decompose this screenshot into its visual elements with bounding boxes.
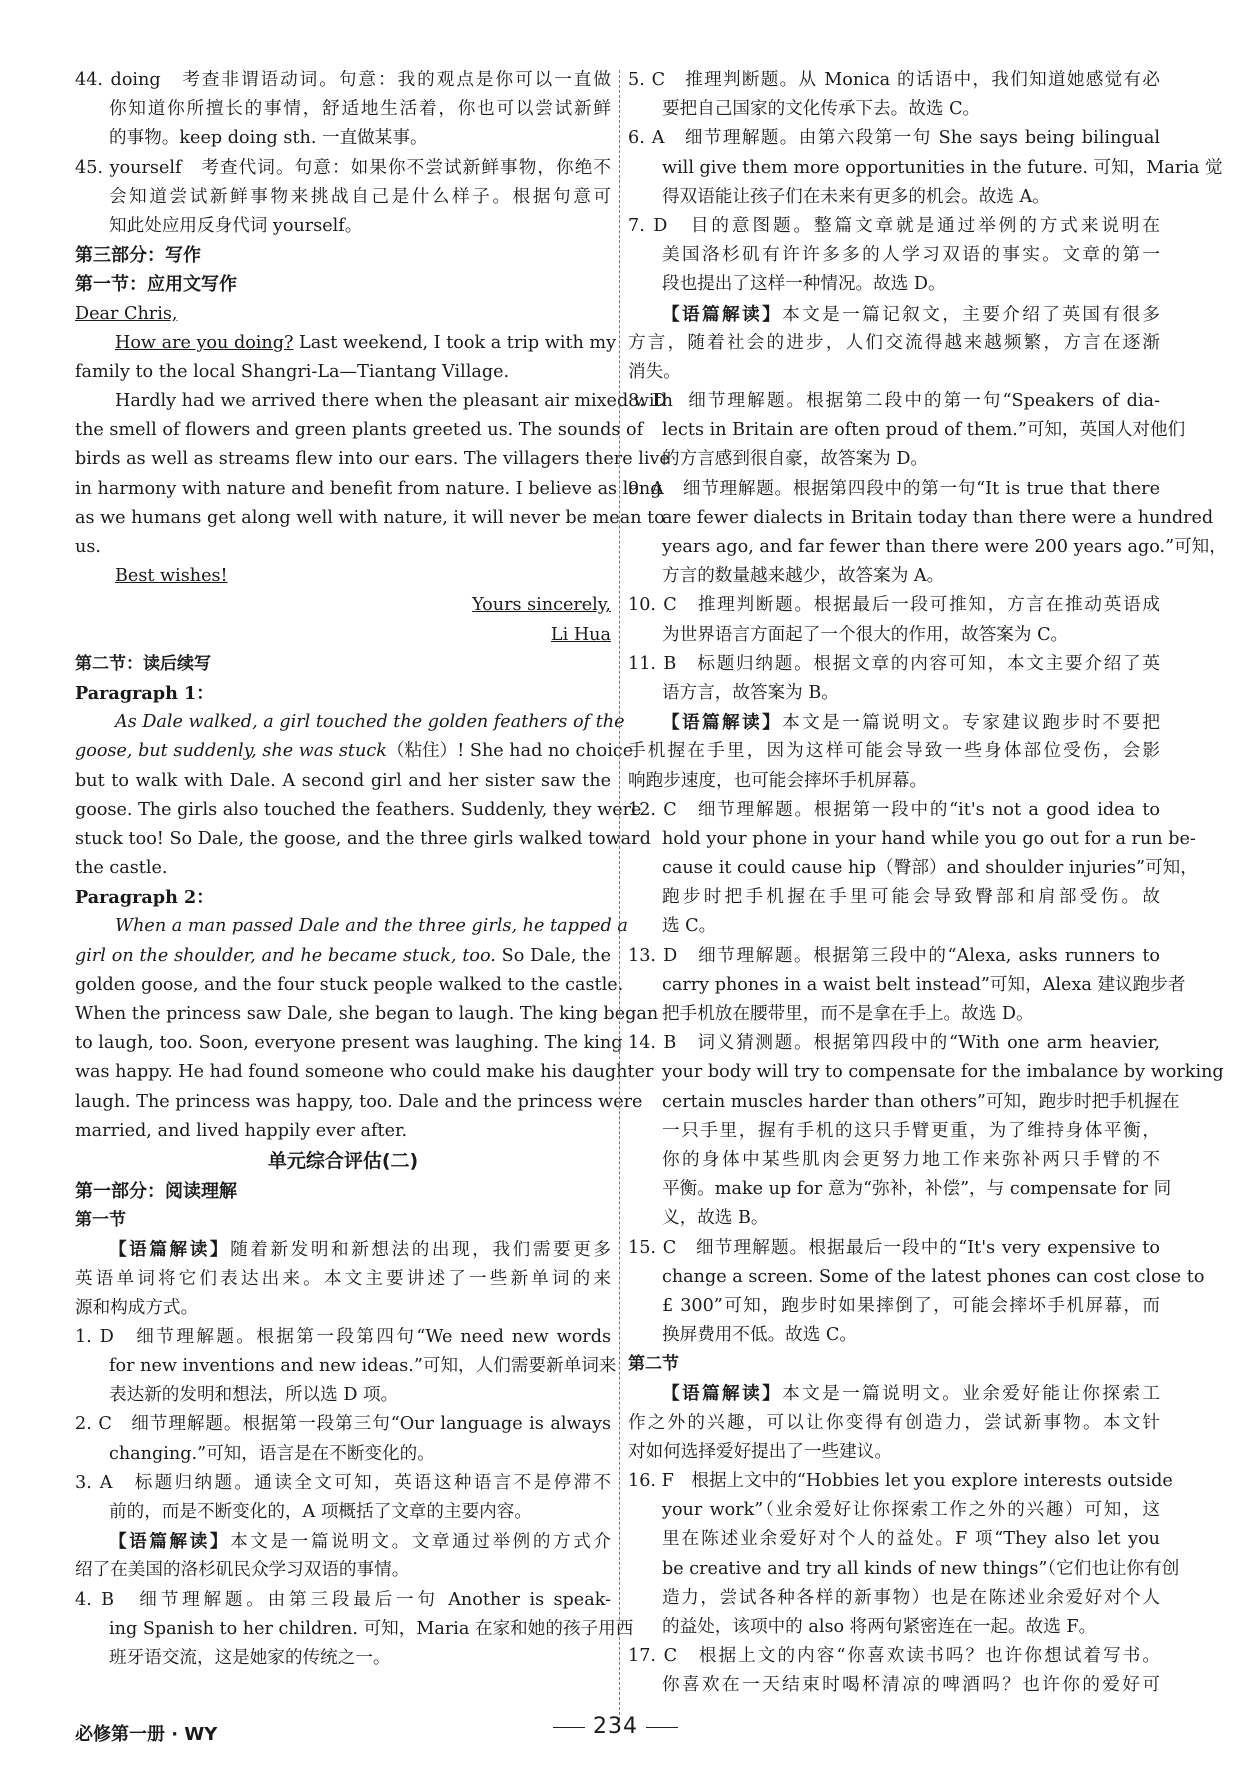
answer-continuation: 方言的数量越来越少，故答案为 A。 [662, 566, 945, 587]
answer-continuation: ing Spanish to her children. 可知，Maria 在家和她的孩子用西 [109, 1618, 634, 1639]
answer-continuation: lects in Britain are often proud of them.”可知，英国人对他们 [662, 420, 1186, 441]
passage-note [75, 1235, 611, 1264]
paragraph-label: Paragraph 2： [75, 887, 214, 909]
answer-continuation: 段也提出了这样一种情况。故选 D。 [662, 274, 946, 295]
answer-continuation: are fewer dialects in Britain today than there were a hundred [662, 507, 1214, 528]
answer-continuation: years ago, and far fewer than there were 200 years ago.”可知， [662, 537, 1227, 557]
passage-note [628, 708, 1160, 737]
section-heading: 第一部分：阅读理解 [75, 1180, 237, 1202]
answer-continuation: 造力，尝试各种各样的新事物）也是在陈述业余爱好对个人 [662, 1587, 1160, 1608]
answer-continuation: 美国洛杉矶有许许多多的人学习双语的事实。文章的第一 [662, 245, 1160, 266]
answer-continuation: for new inventions and new ideas.”可知，人们需要新单词来 [109, 1356, 617, 1377]
answer-continuation: carry phones in a waist belt instead”可知，Alexa 建议跑步者 [662, 974, 1186, 995]
answer-continuation: 一只手里，握有手机的这只手臂更重，为了维持身体平衡， [662, 1120, 1160, 1141]
note-text: 本文是一篇说明文。专家建议跑步时不要把 [782, 713, 1160, 734]
answer-continuation: 知此处应用反身代词 yourself。 [109, 215, 363, 236]
letter-signoff [75, 621, 611, 650]
essay-line [75, 942, 611, 971]
answer-continuation: 的益处，该项中的 also 将两句紧密连在一起。故选 F。 [662, 1616, 1097, 1637]
answer-item: 7. D 目的意图题。整篇文章就是通过举例的方式来说明在 [628, 215, 1160, 236]
note-text: 本文是一篇说明文。业余爱好能让你探索工 [782, 1384, 1160, 1405]
answer-continuation: cause it could cause hip（臀部）and shoulder injuries”可知， [662, 858, 1198, 879]
subsection-heading: 第二节 [628, 1354, 679, 1375]
answer-item: 1. D 细节理解题。根据第一段第四句“We need new words [75, 1326, 611, 1347]
given-sentence: girl on the shoulder, and he became stuck, too. [75, 945, 496, 966]
answer-continuation: 得双语能让孩子们在未来有更多的机会。故选 A。 [662, 186, 1050, 207]
book-label: 必修第一册 · WY [75, 1724, 218, 1745]
answer-item: 17. C 根据上文的内容“你喜欢读书吗？也许你想试着写书。 [628, 1646, 1160, 1667]
underlined-text: Best wishes! [115, 566, 228, 587]
answer-continuation: be creative and try all kinds of new things”（它们也让你有创 [662, 1558, 1180, 1579]
subsection-heading: 第二节：读后续写 [75, 653, 211, 674]
answer-continuation: 表达新的发明和想法，所以选 D 项。 [109, 1385, 399, 1406]
answer-continuation: 选 C。 [662, 916, 717, 937]
answer-item: 16. F 根据上文中的“Hobbies let you explore interests outside [628, 1471, 1173, 1491]
column-divider [619, 70, 620, 1720]
answer-continuation: 你的身体中某些肌肉会更努力地工作来弥补两只手臂的不 [662, 1149, 1160, 1170]
text-line: family to the local Shangri-La—Tiantang Village. [75, 361, 510, 382]
text-line: stuck too! So Dale, the goose, and the three girls walked toward [75, 828, 651, 849]
answer-item: 12. C 细节理解题。根据第一段中的“it's not a good idea to [628, 799, 1160, 820]
text-line: When the princess saw Dale, she began to laugh. The king began [75, 1004, 659, 1024]
answer-continuation: 为世界语言方面起了一个很大的作用，故答案为 C。 [662, 624, 1069, 645]
text-line: 消失。 [628, 361, 681, 382]
answer-continuation: 你知道你所擅长的事情，舒适地生活着，你也可以尝试新鲜 [109, 99, 611, 120]
section-heading: 第一节：应用文写作 [75, 274, 237, 296]
underlined-text: How are you doing? [115, 332, 294, 353]
answer-continuation: your work”（业余爱好让你探索工作之外的兴趣）可知，这 [662, 1500, 1160, 1521]
answer-continuation: 换屏费用不低。故选 C。 [662, 1325, 857, 1346]
text-line: 作之外的兴趣，可以让你变得有创造力，尝试新事物。本文针 [628, 1412, 1160, 1433]
essay-line [75, 708, 625, 737]
given-sentence: When a man passed Dale and the three girls, he tapped a [115, 916, 628, 937]
answer-continuation: £ 300”可知，跑步时如果摔倒了，可能会摔坏手机屏幕，而 [662, 1295, 1160, 1316]
answer-continuation: 会知道尝试新鲜事物来挑战自己是什么样子。根据句意可 [109, 186, 611, 207]
letter-signoff [75, 591, 611, 620]
text-line: 英语单词将它们表达出来。本文主要讲述了一些新单词的来 [75, 1268, 611, 1289]
text-line: us. [75, 537, 101, 557]
note-text: 本文是一篇记叙文，主要介绍了英国有很多 [782, 304, 1160, 325]
answer-continuation: 里在陈述业余爱好对个人的益处。F 项“They also let you [662, 1529, 1160, 1550]
text-line: as we humans get along well with nature, it will never be mean to [75, 507, 665, 528]
text-line: golden goose, and the four stuck people walked to the castle. [75, 974, 624, 995]
answer-continuation: 平衡。make up for 意为“弥补，补偿”，与 compensate for 同 [662, 1179, 1172, 1200]
subsection-heading: 第一节 [75, 1210, 126, 1231]
answer-continuation: 的方言感到很自豪，故答案为 D。 [662, 449, 929, 470]
answer-continuation: 的事物。keep doing sth. 一直做某事。 [109, 128, 428, 149]
answer-item: 5. C 推理判断题。从 Monica 的话语中，我们知道她感觉有必 [628, 70, 1160, 90]
text-line: 绍了在美国的洛杉矶民众学习双语的事情。 [75, 1560, 410, 1581]
text-line: goose. The girls also touched the feathers. Suddenly, they were [75, 799, 642, 820]
section-heading: 第三部分：写作 [75, 245, 201, 267]
paragraph-label: Paragraph 1： [75, 682, 214, 704]
passage-note [628, 300, 1160, 329]
text-line: 手机握在手里，因为这样可能会导致一些身体部位受伤，会影 [628, 741, 1160, 762]
answer-item: 3. A 标题归纳题。通读全文可知，英语这种语言不是停滞不 [75, 1472, 611, 1493]
unit-title: 单元综合评估(二) [267, 1149, 419, 1172]
note-text: 随着新发明和新想法的出现，我们需要更多 [230, 1240, 611, 1261]
answer-item: 14. B 词义猜测题。根据第四段中的“With one arm heavier, [628, 1033, 1160, 1054]
essay-line: Hardly had we arrived there when the pleasant air mixed with [115, 391, 673, 412]
text-line: 源和构成方式。 [75, 1297, 199, 1318]
answer-continuation: will give them more opportunities in the future. 可知，Maria 觉 [662, 157, 1223, 178]
underlined-text: Dear Chris, [75, 303, 178, 324]
text-line: to laugh, too. Soon, everyone present was laughing. The king [75, 1033, 623, 1054]
essay-line [75, 912, 628, 941]
answer-continuation: certain muscles harder than others”可知，跑步时把手机握在 [662, 1091, 1180, 1112]
right-column [628, 66, 1227, 1701]
text-line: in harmony with nature and benefit from nature. I believe as long [75, 478, 662, 499]
note-label: 【语篇解读】 [662, 303, 783, 324]
given-sentence: goose, but suddenly, she was stuck [75, 741, 387, 762]
note-label: 【语篇解读】 [662, 1383, 783, 1404]
answer-continuation: 语方言，故答案为 B。 [662, 682, 839, 703]
answer-item: 9. A 细节理解题。根据第四段中的第一句“It is true that there [628, 478, 1160, 499]
text-line: but to walk with Dale. A second girl and her sister saw the [75, 770, 611, 791]
essay-line [75, 737, 634, 766]
text-line: was happy. He had found someone who could make his daughter [75, 1062, 654, 1083]
passage-note [75, 1527, 611, 1556]
text-line: 方言，随着社会的进步，人们交流得越来越频繁，方言在逐渐 [628, 332, 1160, 353]
page-number-text: 234 [593, 1714, 638, 1739]
text-line: 对如何选择爱好提出了一些建议。 [628, 1441, 892, 1462]
text-line: married, and lived happily ever after. [75, 1120, 408, 1141]
essay-text: So Dale, the [495, 945, 611, 966]
text-line: birds as well as streams flew into our ears. The villagers there live [75, 449, 670, 470]
note-label: 【语篇解读】 [109, 1531, 231, 1552]
answer-item: 8. D 细节理解题。根据第二段中的第一句“Speakers of dia- [628, 391, 1160, 412]
note-label: 【语篇解读】 [109, 1239, 231, 1260]
answer-continuation: hold your phone in your hand while you go out for a run be- [662, 828, 1196, 849]
underlined-text: Li Hua [550, 624, 611, 645]
underlined-text: Yours sincerely, [472, 595, 611, 616]
note-text: 本文是一篇说明文。文章通过举例的方式介 [230, 1532, 611, 1553]
answer-continuation: 跑步时把手机握在手里可能会导致臀部和肩部受伤。故 [662, 887, 1160, 908]
text-line: laugh. The princess was happy, too. Dale and the princess were [75, 1091, 643, 1112]
given-sentence: As Dale walked, a girl touched the golden feathers of the [115, 712, 625, 733]
text-line: 响跑步速度，也可能会摔坏手机屏幕。 [628, 770, 928, 791]
letter-closing [75, 562, 611, 591]
answer-continuation: 班牙语交流，这是她家的传统之一。 [109, 1647, 391, 1668]
answer-item: 10. C 推理判断题。根据最后一段可推知，方言在推动英语成 [628, 595, 1160, 616]
essay-line: How are you doing? Last weekend, I took a trip with my [115, 332, 617, 353]
answer-continuation: 义，故选 B。 [662, 1208, 769, 1229]
answer-continuation: change a screen. Some of the latest phones can cost close to [662, 1266, 1205, 1287]
answer-item: 13. D 细节理解题。根据第三段中的“Alexa, asks runners to [628, 945, 1160, 966]
answer-item: 44. doing 考查非谓语动词。句意：我的观点是你可以一直做 [75, 70, 611, 90]
answer-item: 4. B 细节理解题。由第三段最后一句 Another is speak- [75, 1589, 611, 1610]
letter-salutation [75, 300, 611, 329]
answer-item: 2. C 细节理解题。根据第一段第三句“Our language is always [75, 1414, 611, 1435]
answer-item: 6. A 细节理解题。由第六段第一句 She says being bilingual [628, 128, 1160, 149]
answer-continuation: 你喜欢在一天结束时喝杯清凉的啤酒吗？也许你的爱好可 [662, 1675, 1160, 1696]
answer-item: 45. yourself 考查代词。句意：如果你不尝试新鲜事物，你绝不 [75, 157, 611, 178]
text-line: the castle. [75, 858, 168, 879]
text-line: the smell of flowers and green plants greeted us. The sounds of [75, 420, 644, 441]
page-number [545, 1714, 686, 1739]
essay-text: （粘住）! She had no choice [386, 741, 634, 762]
answer-item: 15. C 细节理解题。根据最后一段中的“It's very expensive to [628, 1237, 1160, 1258]
passage-note [628, 1379, 1160, 1408]
answer-continuation: 把手机放在腰带里，而不是拿在手上。故选 D。 [662, 1004, 1034, 1024]
answer-continuation: changing.”可知，语言是在不断变化的。 [109, 1443, 435, 1464]
answer-item: 11. B 标题归纳题。根据文章的内容可知，本文主要介绍了英 [628, 653, 1160, 674]
answer-continuation: 要把自己国家的文化传承下去。故选 C。 [662, 99, 981, 120]
answer-continuation: your body will try to compensate for the imbalance by working [662, 1062, 1224, 1083]
note-label: 【语篇解读】 [662, 712, 783, 733]
answer-continuation: 前的，而是不断变化的，A 项概括了文章的主要内容。 [109, 1502, 532, 1522]
